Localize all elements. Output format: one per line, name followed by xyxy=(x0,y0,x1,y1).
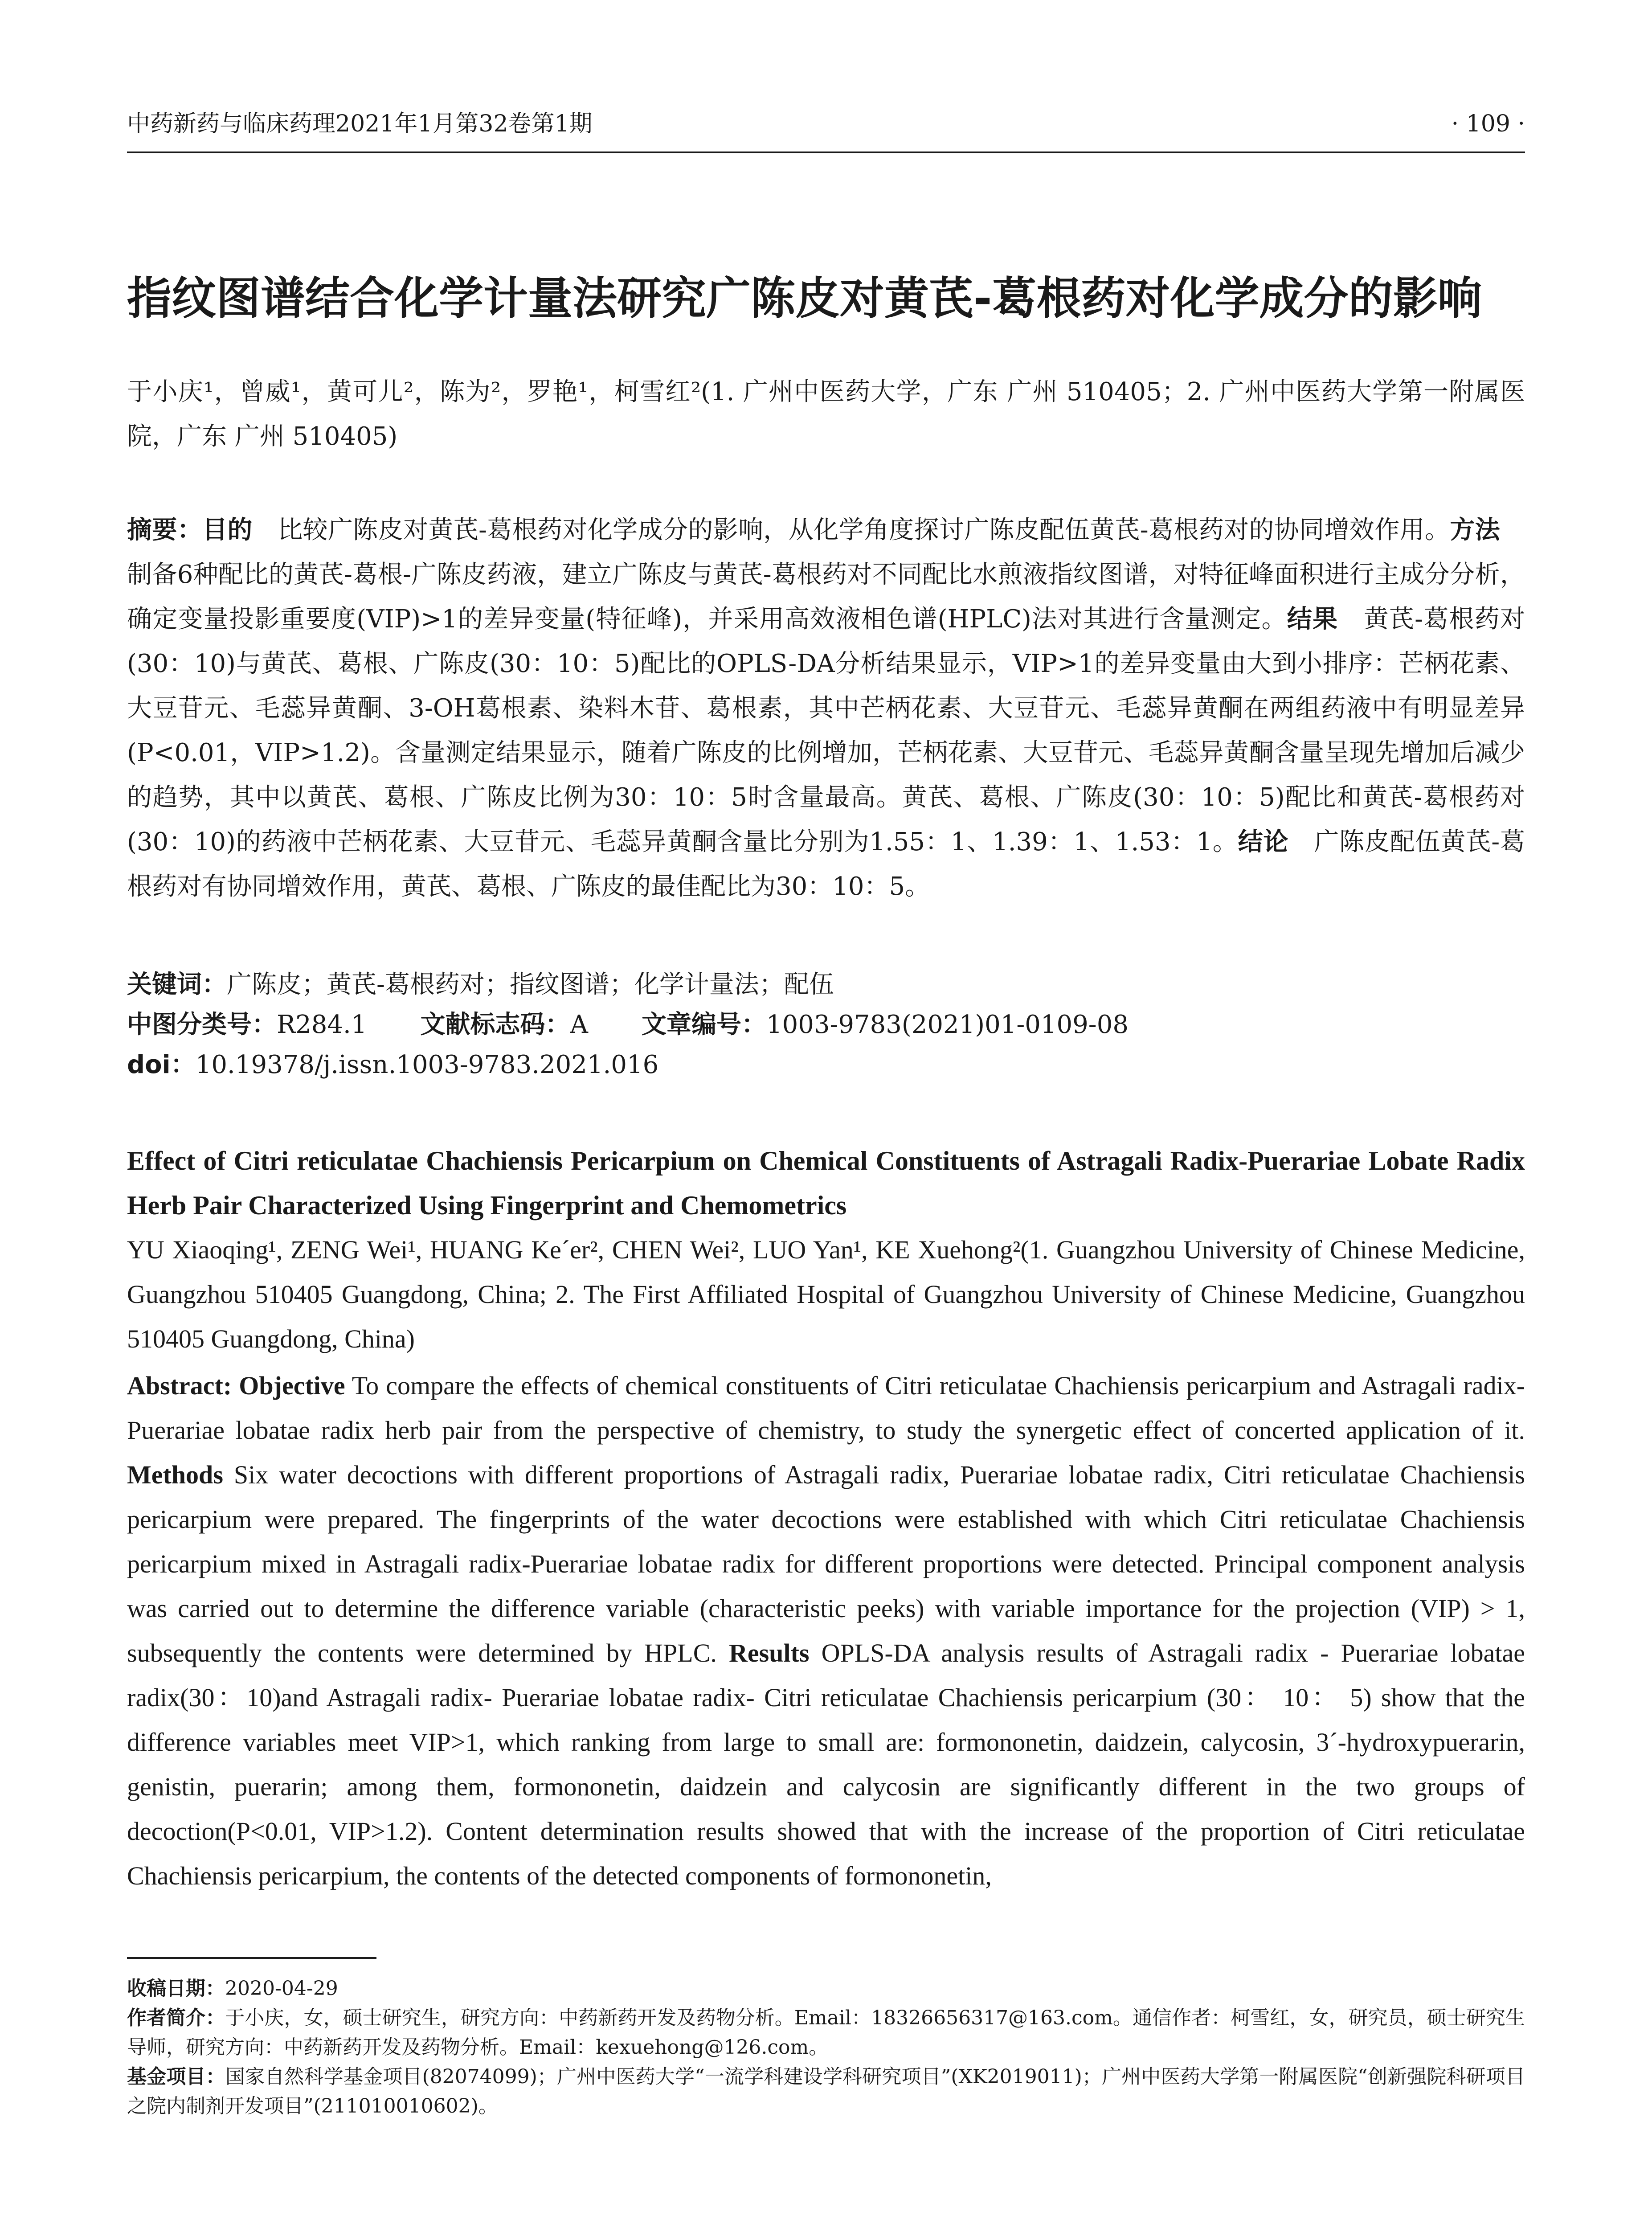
authors-cn: 于小庆¹，曾威¹，黄可儿²，陈为²，罗艳¹，柯雪红²(1. 广州中医药大学，广东 广州 510405；2. 广州中医药大学第一附属医院，广东 广州 510405) xyxy=(127,377,1525,451)
fund-note xyxy=(127,2062,1525,2121)
methods-label: 方法 xyxy=(1450,516,1501,545)
received-note xyxy=(127,1974,1525,2003)
doc-code-label: 文献标志码： xyxy=(420,1010,570,1039)
doi-value: 10.19378/j.issn.1003-9783.2021.016 xyxy=(195,1050,659,1079)
clc-value: R284.1 xyxy=(277,1010,367,1039)
keywords-line xyxy=(127,965,1525,1005)
journal-name: 中药新药与临床药理2021年1月第32卷第1期 xyxy=(127,111,593,137)
author-note-text: 于小庆，女，硕士研究生，研究方向：中药新药开发及药物分析。Email：18326656317@163.com。通信作者：柯雪红，女，研究员，硕士研究生导师，研究方向：中药新药开发及药物分析。Email：kexuehong@126.com。 xyxy=(127,2007,1525,2059)
methods-en-label: Methods xyxy=(127,1460,223,1489)
doi-label: doi： xyxy=(127,1050,196,1079)
results-text: 黄芪-葛根药对(30：10)与黄芪、葛根、广陈皮(30：10：5)配比的OPLS-DA分析结果显示，VIP>1的差异变量由大到小排序：芒柄花素、大豆苷元、毛蕊异黄酮、3-OH葛根素、染料木苷、葛根素，其中芒柄花素、大豆苷元、毛蕊异黄酮在两组药液中有明显差异(P<0.01，VIP>1.2)。含量测定结果显示，随着广陈皮的比例增加，芒柄花素、大豆苷元、毛蕊异黄酮含量呈现先增加后减少的趋势，其中以黄芪、葛根、广陈皮比例为30：10：5时含量最高。黄芪、葛根、广陈皮(30：10：5)配比和黄芪-葛根药对(30：10)的药液中芒柄花素、大豆苷元、毛蕊异黄酮含量比分别为1.55：1、1.39：1、1.53：1。 xyxy=(127,605,1525,856)
objective-label: 目的 xyxy=(202,516,253,545)
objective-en-text: To compare the effects of chemical constituents of Citri reticulatae Chachiensis pericarpium and Astragali radix-Puerariae lobatae radix herb pair from the perspective of chemistry, to study the synergetic effect of concerted application of it. xyxy=(127,1371,1525,1445)
page-number: · 109 · xyxy=(1451,111,1525,137)
article-no-label: 文章编号： xyxy=(641,1010,766,1039)
results-en-text: OPLS-DA analysis results of Astragali radix - Puerariae lobatae radix(30：10)and Astragali radix- Puerariae lobatae radix- Citri reticulatae Chachiensis pericarpium (30： 10： 5) show that the difference variables meet VIP>1, which ranking from large to small are: formononetin, daidzein, calycosin, 3´-hydroxypuerarin, genistin, puerarin; among them, formononetin, daidzein and calycosin are significantly different in the two groups of decoction(P<0.01, VIP>1.2). Content determination results showed that with the increase of the proportion of Citri reticulatae Chachiensis pericarpium, the contents of the detected components of formononetin, xyxy=(127,1638,1525,1890)
header-rule xyxy=(127,152,1525,153)
classification-line xyxy=(127,1005,1525,1045)
conclusion-text: 广陈皮配伍黄芪-葛根药对有协同增效作用，黄芪、葛根、广陈皮的最佳配比为30：10：5。 xyxy=(127,827,1525,901)
doi-line xyxy=(127,1045,1525,1085)
author-note xyxy=(127,2003,1525,2062)
received-date: 2020-04-29 xyxy=(225,1977,338,2000)
abstract-en xyxy=(127,1364,1525,1898)
article-no-value: 1003-9783(2021)01-0109-08 xyxy=(766,1010,1129,1039)
footnotes xyxy=(127,1974,1525,2121)
article-title-en: Effect of Citri reticulatae Chachiensis Pericarpium on Chemical Constituents of Astragali Radix-Puerariae Lobate Radix Herb Pair Characterized Using Fingerprint and Chemometrics xyxy=(127,1146,1525,1220)
footnote-rule xyxy=(127,1957,376,1959)
objective-text: 比较广陈皮对黄芪-葛根药对化学成分的影响，从化学角度探讨广陈皮配伍黄芪-葛根药对的协同增效作用。 xyxy=(277,516,1450,545)
results-label: 结果 xyxy=(1287,605,1338,634)
fund-text: 国家自然科学基金项目(82074099)；广州中医药大学“一流学科建设学科研究项目”(XK2019011)；广州中医药大学第一附属医院“创新强院科研项目之院内制剂开发项目”(211010010602)。 xyxy=(127,2065,1525,2117)
doc-code-value: A xyxy=(570,1010,588,1039)
article-title-cn: 指纹图谱结合化学计量法研究广陈皮对黄芪-葛根药对化学成分的影响 xyxy=(127,272,1482,324)
conclusion-label: 结论 xyxy=(1238,827,1289,856)
keywords-label: 关键词： xyxy=(127,970,227,999)
keywords-text: 广陈皮；黄芪-葛根药对；指纹图谱；化学计量法；配伍 xyxy=(227,970,834,999)
abstract-label: 摘要： xyxy=(127,516,203,545)
methods-text: 制备6种配比的黄芪-葛根-广陈皮药液，建立广陈皮与黄芪-葛根药对不同配比水煎液指纹图谱，对特征峰面积进行主成分分析，确定变量投影重要度(VIP)>1的差异变量(特征峰)，并采用高效液相色谱(HPLC)法对其进行含量测定。 xyxy=(127,560,1525,634)
abstract-en-label: Abstract: xyxy=(127,1371,232,1400)
authors-en: YU Xiaoqing¹, ZENG Wei¹, HUANG Ke´er², CHEN Wei², LUO Yan¹, KE Xuehong²(1. Guangzhou University of Chinese Medicine, Guangzhou 510405 Guangdong, China; 2. The First Affiliated Hospital of Guangzhou University of Chinese Medicine, Guangzhou 510405 Guangdong, China) xyxy=(127,1235,1525,1353)
methods-en-text: Six water decoctions with different proportions of Astragali radix, Puerariae lobatae radix, Citri reticulatae Chachiensis pericarpium were prepared. The fingerprints of the water decoctions were established with which Citri reticulatae Chachiensis pericarpium mixed in Astragali radix-Puerariae lobatae radix for different proportions were detected. Principal component analysis was carried out to determine the difference variable (characteristic peeks) with variable importance for the projection (VIP) > 1, subsequently the contents were determined by HPLC. xyxy=(127,1460,1525,1667)
author-note-label: 作者简介： xyxy=(127,2007,225,2029)
objective-en-label: Objective xyxy=(239,1371,345,1400)
abstract-cn xyxy=(127,508,1525,909)
running-head xyxy=(127,106,1525,142)
clc-label: 中图分类号： xyxy=(127,1010,277,1039)
results-en-label: Results xyxy=(729,1638,810,1667)
fund-label: 基金项目： xyxy=(127,2065,225,2088)
received-label: 收稿日期： xyxy=(127,1977,225,2000)
